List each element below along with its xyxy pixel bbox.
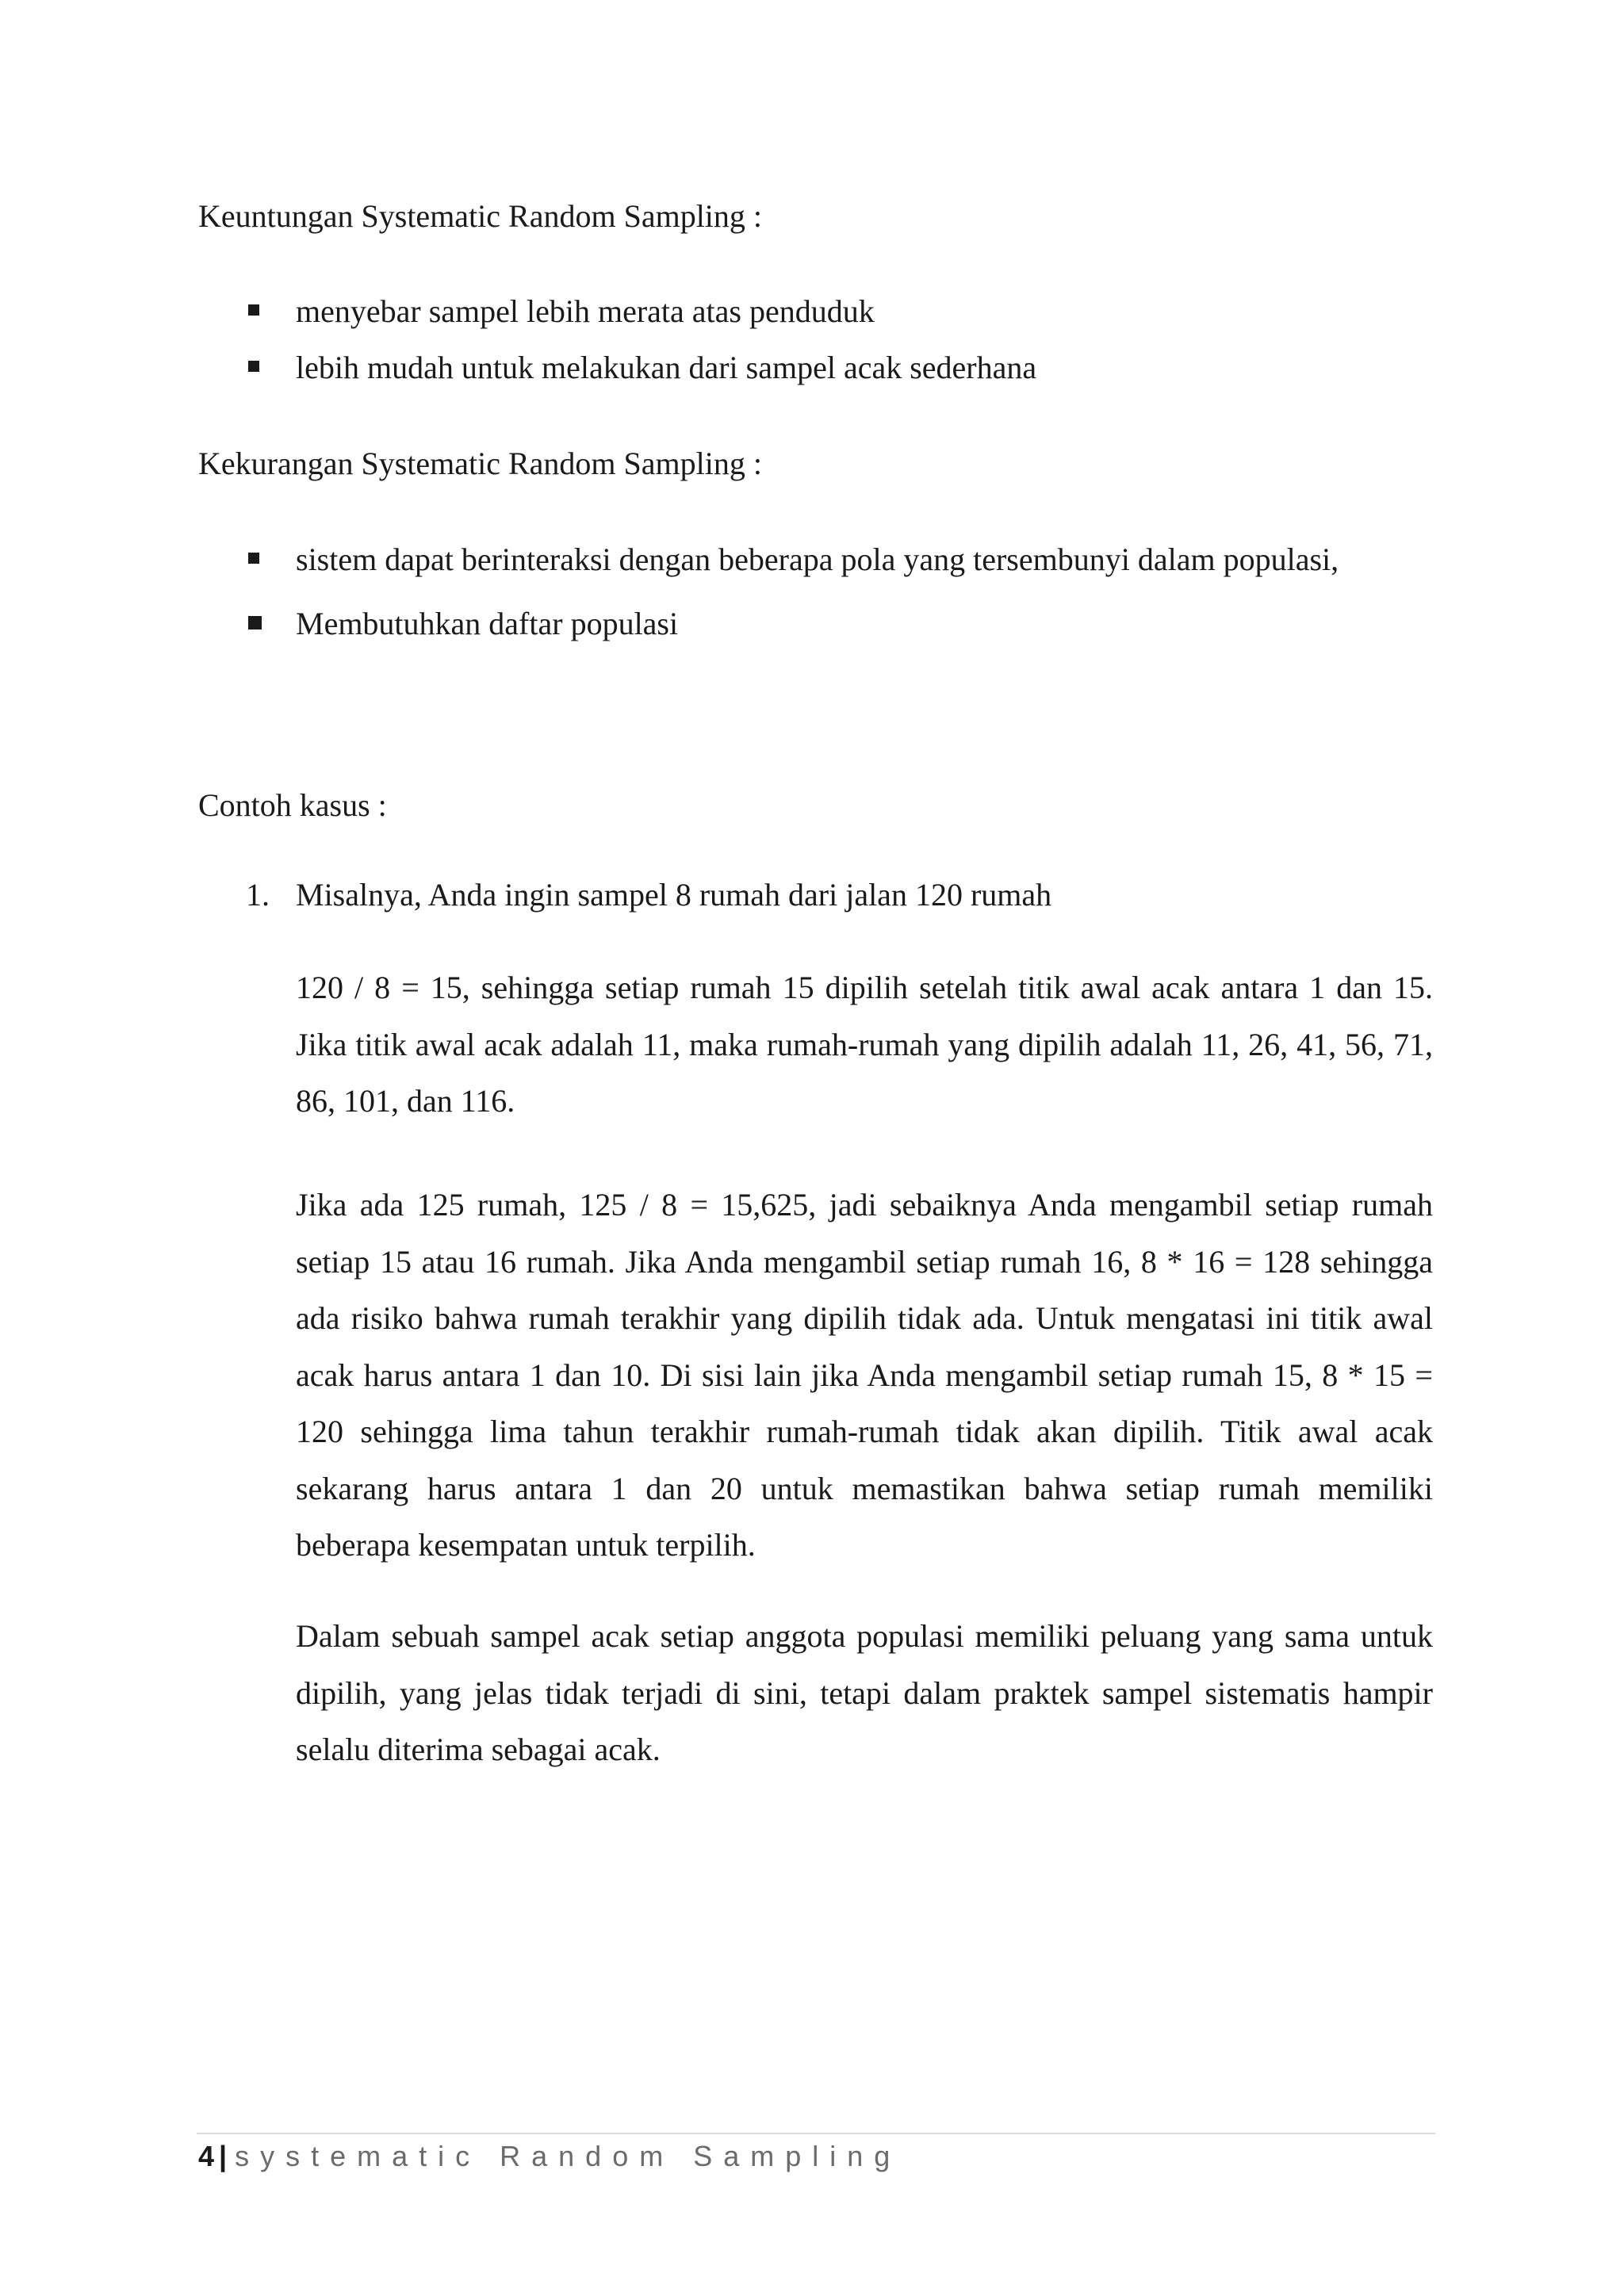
list-item-text: sistem dapat berinteraksi dengan beberapa pola yang tersembunyi dalam populasi, bbox=[296, 541, 1339, 577]
list-item bbox=[198, 348, 1036, 388]
list-item bbox=[198, 604, 1339, 644]
square-bullet-icon bbox=[248, 361, 259, 372]
list-item-text: Membutuhkan daftar populasi bbox=[296, 606, 679, 641]
footer-title: systematic Random Sampling bbox=[235, 2140, 902, 2172]
footer-separator: | bbox=[219, 2140, 228, 2172]
list-item bbox=[198, 292, 1036, 331]
example-paragraph-2: Jika ada 125 rumah, 125 / 8 = 15,625, jadi sebaiknya Anda mengambil setiap rumah setiap 15 atau 16 rumah. Jika Anda mengambil setiap rumah 16, 8 * 16 = 128 sehingga ada risiko bahwa rumah terakhir yang dipilih tidak ada. Untuk mengatasi ini titik awal acak harus antara 1 dan 10. Di sisi lain jika Anda mengambil setiap rumah 15, 8 * 15 = 120 sehingga lima tahun terakhir rumah-rumah tidak akan dipilih. Titik awal acak sekarang harus antara 1 dan 20 untuk memastikan bahwa setiap rumah memiliki beberapa kesempatan untuk terpilih. bbox=[296, 1187, 1433, 1563]
numbered-item bbox=[246, 875, 1051, 915]
page-number: 4 bbox=[198, 2140, 215, 2172]
disadvantages-list bbox=[198, 540, 1339, 644]
square-bullet-icon bbox=[248, 616, 262, 629]
footer-divider bbox=[197, 2133, 1435, 2134]
example-heading: Contoh kasus : bbox=[198, 787, 387, 823]
advantages-heading: Keuntungan Systematic Random Sampling : bbox=[198, 198, 763, 234]
square-bullet-icon bbox=[248, 304, 259, 316]
list-item bbox=[198, 540, 1339, 580]
list-item-text: lebih mudah untuk melakukan dari sampel acak sederhana bbox=[296, 350, 1037, 385]
item-number: 1. bbox=[246, 877, 270, 913]
example-paragraph-1: 120 / 8 = 15, sehingga setiap rumah 15 dipilih setelah titik awal acak antara 1 dan 15. Jika titik awal acak adalah 11, maka rumah-rumah yang dipilih adalah 11, 26, 41, 56, 71, 86, 101, dan 116. bbox=[296, 970, 1433, 1119]
disadvantages-heading: Kekurangan Systematic Random Sampling : bbox=[198, 446, 762, 481]
example-paragraph-3: Dalam sebuah sampel acak setiap anggota populasi memiliki peluang yang sama untuk dipilih, yang jelas tidak terjadi di sini, tetapi dalam praktek sampel sistematis hampir selalu diterima sebagai acak. bbox=[296, 1618, 1433, 1767]
square-bullet-icon bbox=[248, 553, 259, 564]
list-item-text: menyebar sampel lebih merata atas penduduk bbox=[296, 293, 875, 329]
page-footer bbox=[198, 2137, 901, 2175]
advantages-list bbox=[198, 292, 1036, 388]
item-text: Misalnya, Anda ingin sampel 8 rumah dari jalan 120 rumah bbox=[296, 877, 1052, 913]
